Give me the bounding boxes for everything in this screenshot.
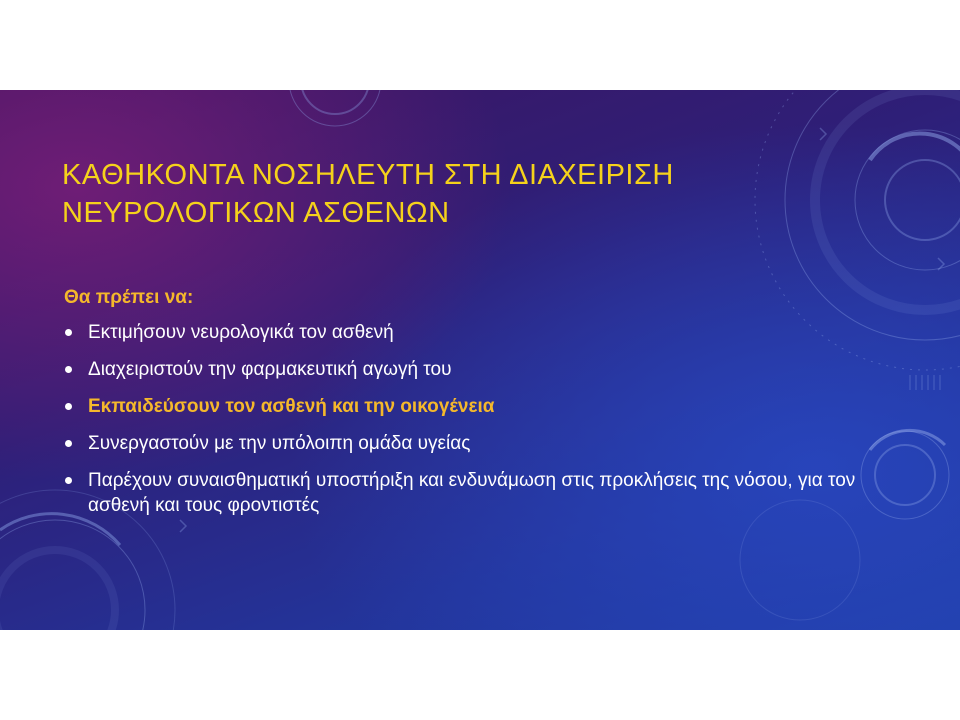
slide-content [64,285,864,530]
bullet-text: Εκτιμήσουν νευρολογικά τον ασθενή [88,322,394,343]
bullet-dot-icon [65,440,72,447]
bullet-item [64,468,864,518]
bullet-item [64,431,864,456]
bullet-item [64,357,864,382]
bullet-text: Διαχειριστούν την φαρμακευτική αγωγή του [88,359,452,380]
intro-text: Θα πρέπει να: [64,287,194,308]
bullet-text: Συνεργαστούν με την υπόλοιπη ομάδα υγείας [88,433,471,454]
bullet-text: Παρέχουν συναισθηματική υποστήριξη και ενδυνάμωση στις προκλήσεις της νόσου, για τον ασθενή και τους φροντιστές [88,470,856,516]
slide [0,90,960,630]
bullet-item-highlighted [64,394,864,419]
bullet-dot-icon [65,366,72,373]
bullet-dot-icon [65,477,72,484]
bullet-item [64,320,864,345]
slide-title: ΚΑΘΗΚΟΝΤΑ ΝΟΣΗΛΕΥΤΗ ΣΤΗ ΔΙΑΧΕΙΡΙΣΗ ΝΕΥΡΟΛΟΓΙΚΩΝ ΑΣΘΕΝΩΝ [62,159,674,229]
bullet-dot-icon [65,329,72,336]
bullet-list [64,320,864,518]
bullet-text: Εκπαιδεύσουν τον ασθενή και την οικογένεια [88,396,495,417]
bullet-dot-icon [65,403,72,410]
